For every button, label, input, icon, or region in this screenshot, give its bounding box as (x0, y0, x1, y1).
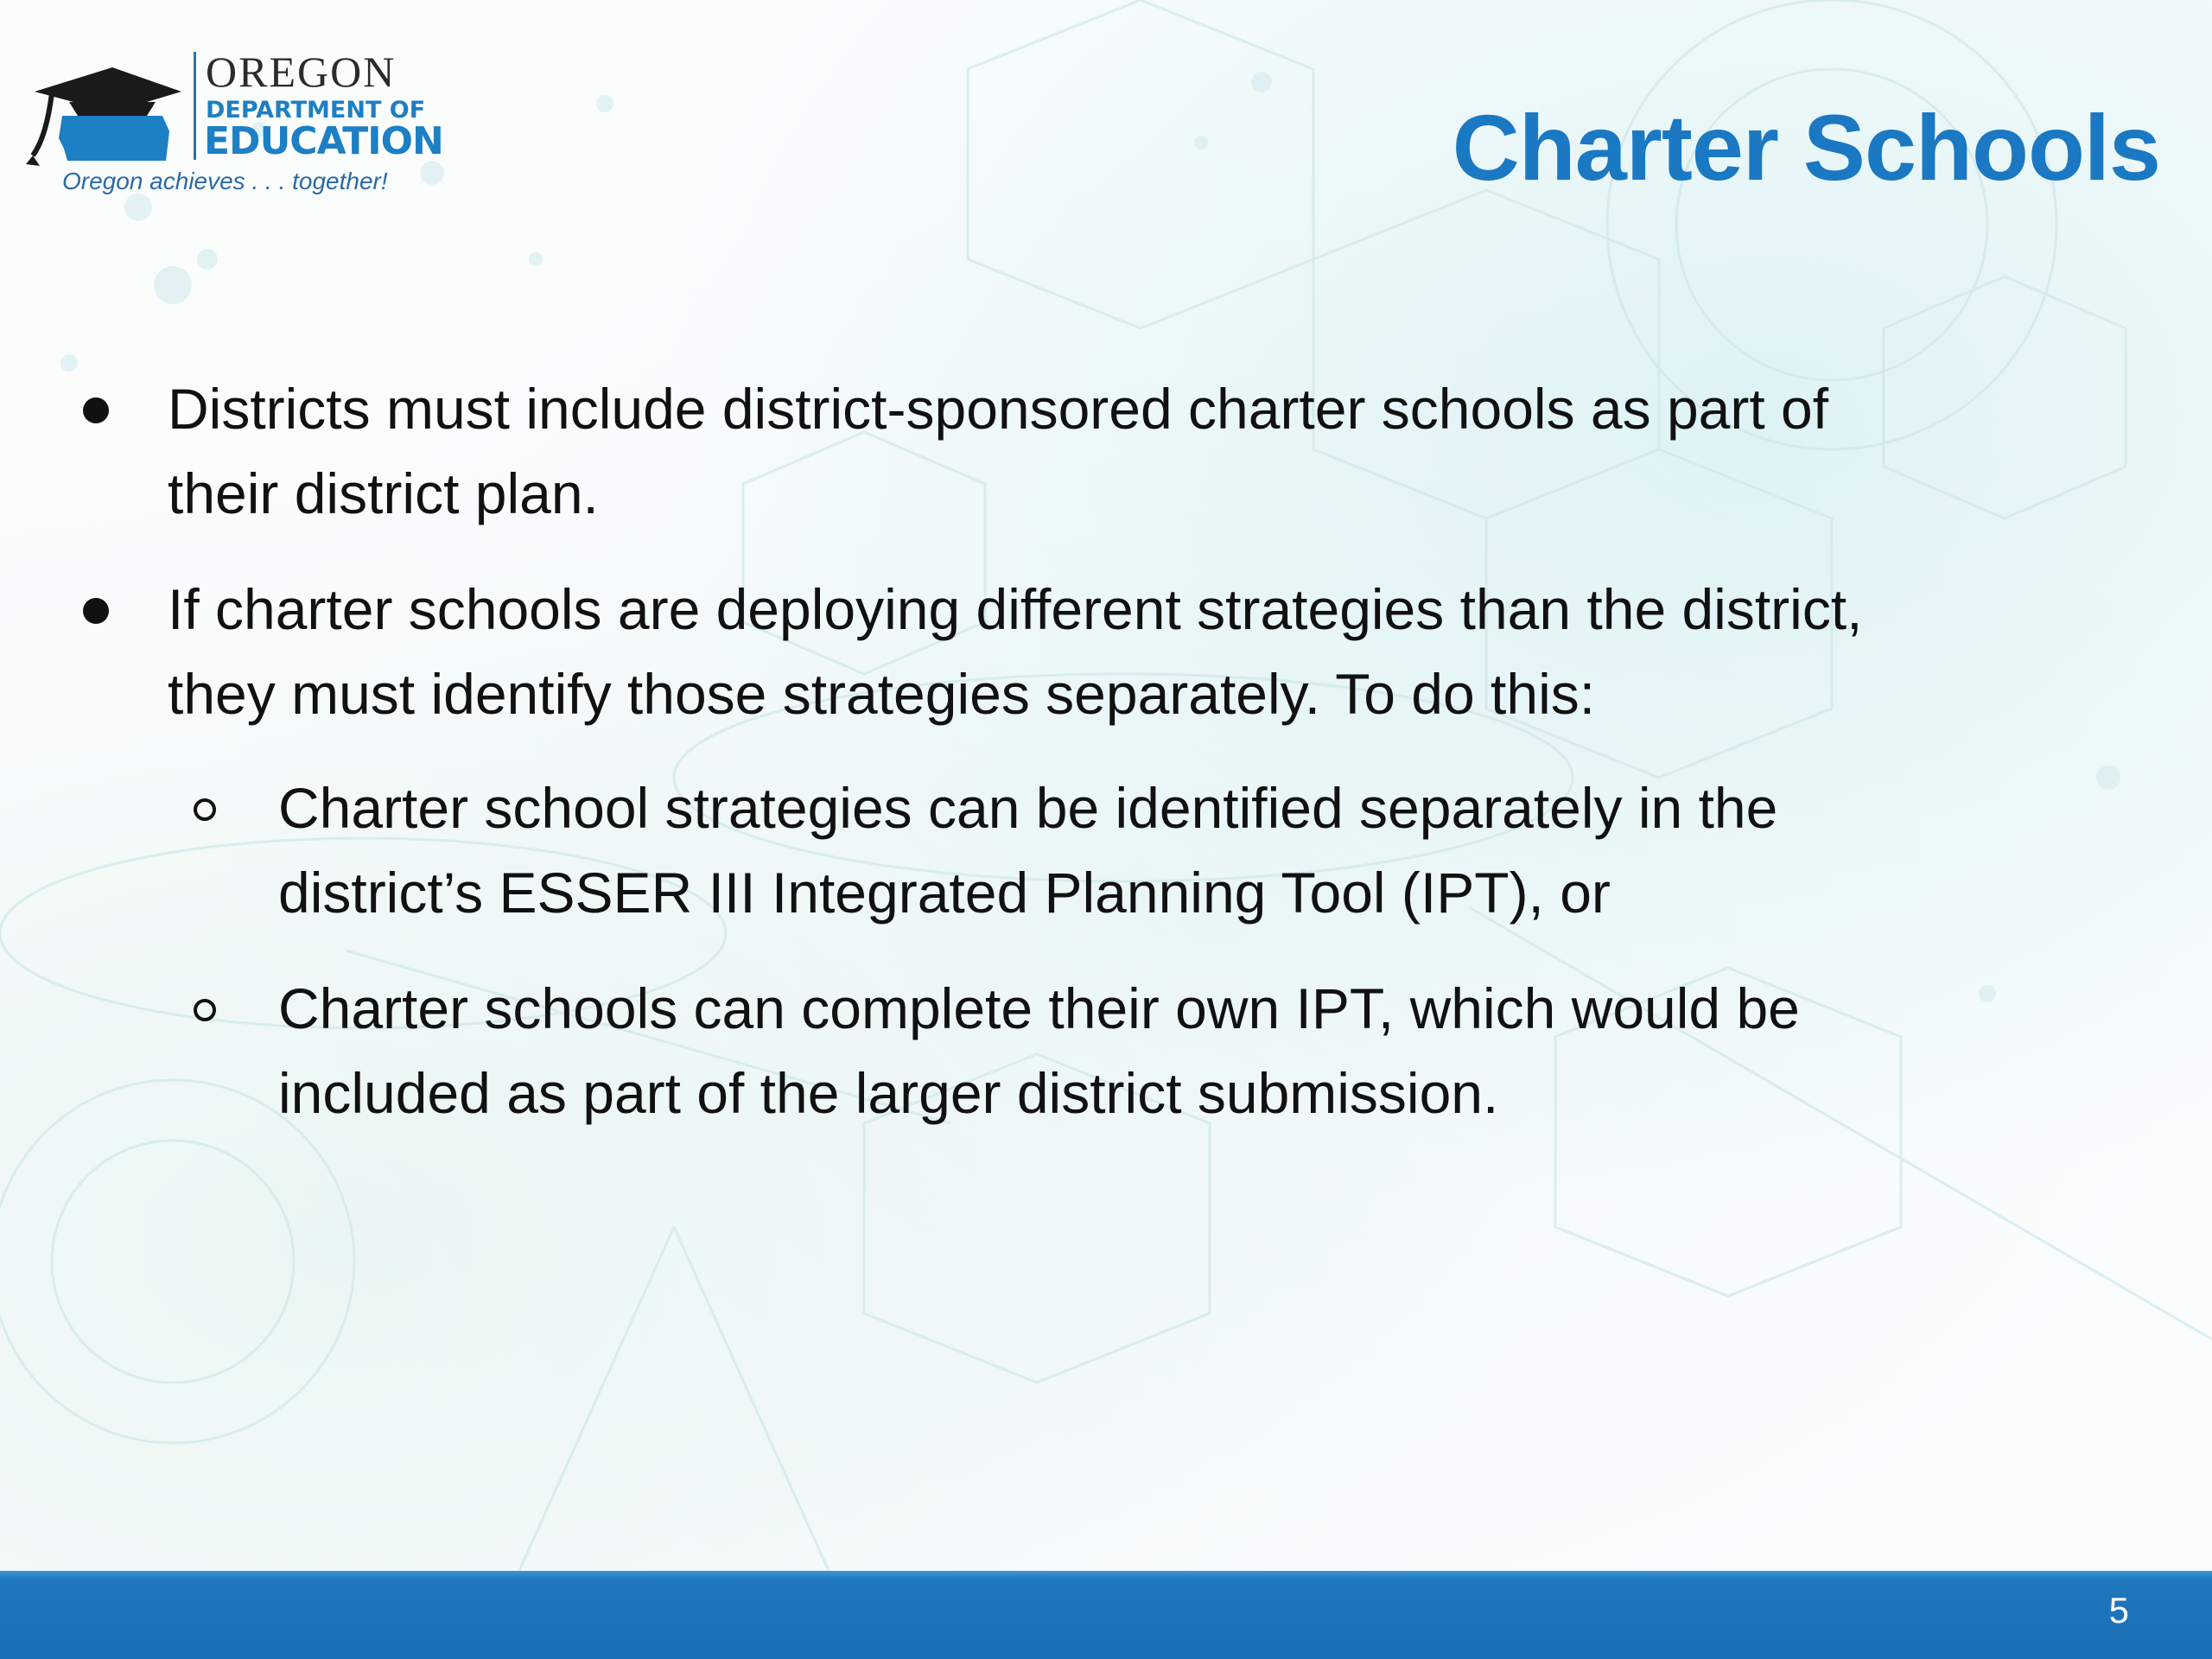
sub-bullet-line: district’s ESSER III Integrated Planning Tool (IPT), or (278, 861, 1611, 925)
sub-bullet-line: included as part of the larger district submission. (278, 1061, 1499, 1125)
footer-bar (0, 1571, 2212, 1659)
bullet-line: their district plan. (168, 461, 599, 525)
bullet-line: they must identify those strategies separately. To do this: (168, 662, 1596, 726)
bullet-line: If charter schools are deploying different strategies than the district, (168, 577, 1863, 641)
bullet-disc-icon (83, 397, 109, 423)
logo-oregon-text: OREGON (206, 48, 397, 96)
logo-department-text: DEPARTMENT OF (206, 97, 426, 124)
slide-title: Charter Schools (1452, 95, 2160, 200)
bullet-item (168, 567, 1863, 736)
page-number: 5 (2108, 1590, 2129, 1630)
logo-education-text: EDUCATION (204, 119, 443, 163)
sub-bullet-item (278, 766, 1777, 935)
oregon-department-of-education-logo (17, 48, 443, 203)
sub-bullet-line: Charter schools can complete their own IPT, which would be (278, 976, 1800, 1040)
bullet-item (168, 366, 1828, 536)
sub-bullet-line: Charter school strategies can be identified separately in the (278, 776, 1778, 840)
sub-bullet-circle-icon (194, 798, 216, 821)
logo-tagline: Oregon achieves . . . together! (62, 168, 388, 194)
graduation-cap-oregon-icon (17, 59, 181, 171)
bullet-line: Districts must include district-sponsored charter schools as part of (168, 377, 1829, 441)
logo-divider (194, 52, 196, 160)
bullet-disc-icon (83, 598, 109, 624)
sub-bullet-item (278, 966, 1800, 1135)
sub-bullet-circle-icon (194, 999, 216, 1021)
